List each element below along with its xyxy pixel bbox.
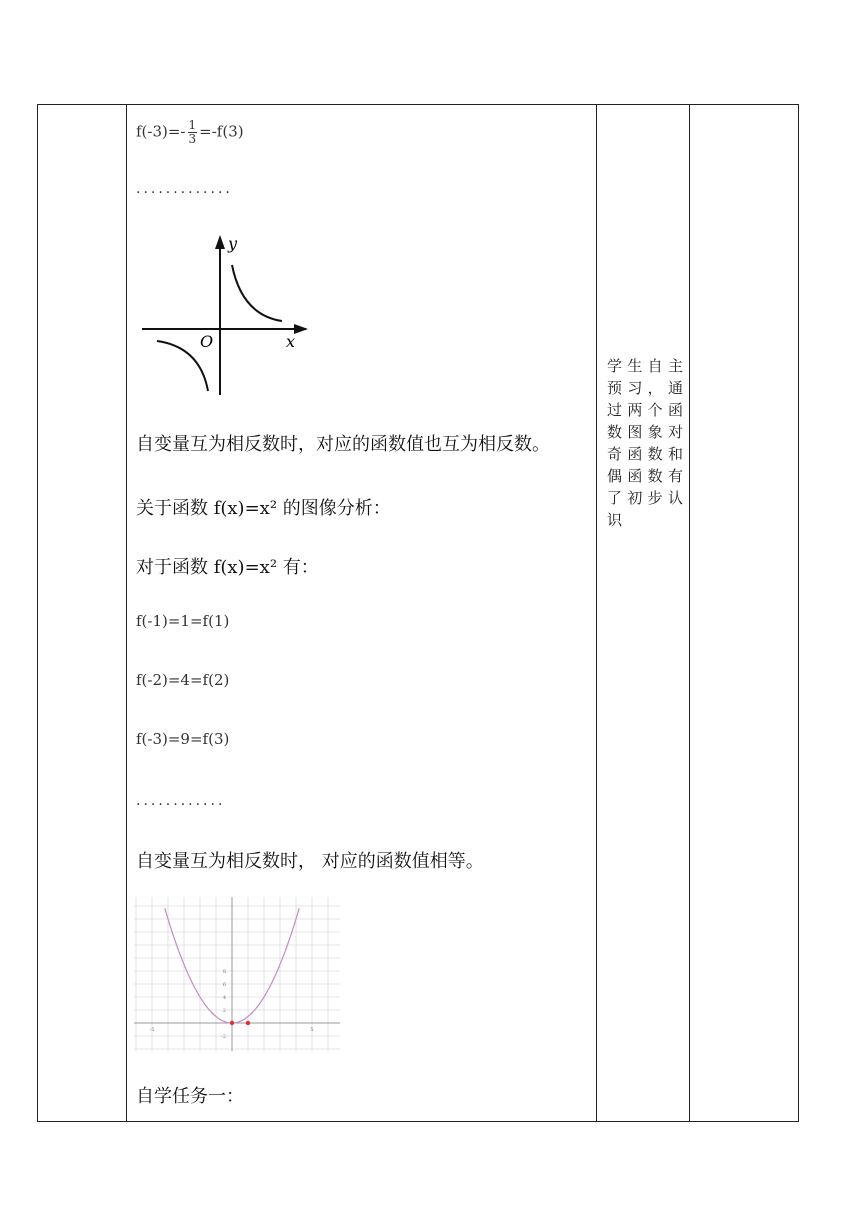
y-axis-arrow: [215, 235, 225, 249]
even-equation-3: f(-3)=9=f(3): [136, 730, 230, 748]
origin-label: O: [200, 332, 214, 351]
hyperbola-branch-q1: [232, 265, 282, 321]
x-tick-label: 5: [310, 1027, 314, 1033]
teaching-note: 学生自主预习，通过两个函数图象对奇函数和偶函数有了初步认识: [607, 357, 685, 529]
fraction-numerator: 1: [188, 118, 197, 132]
hyperbola-graph: [142, 233, 332, 399]
origin-point: [230, 1021, 234, 1025]
task-label: 自学任务一：: [136, 1086, 244, 1107]
y-tick-label: -2: [221, 1034, 226, 1040]
equation-rhs: =-f(3): [199, 122, 244, 141]
equation-lhs: f(-3)=-: [136, 122, 186, 141]
x-tick-label: -5: [149, 1027, 155, 1033]
ellipsis-dots: .............: [136, 181, 233, 197]
parabola-graph: [134, 897, 340, 1051]
x-axis-arrow: [294, 324, 308, 334]
odd-equation-3: [136, 119, 244, 146]
square-heading: 关于函数 f(x)=x² 的图像分析：: [136, 498, 391, 519]
column-divider: [689, 105, 690, 1121]
column-divider: [126, 105, 127, 1121]
fraction-denominator: 3: [188, 132, 197, 146]
lesson-table: [37, 104, 799, 1122]
graph-background: [134, 897, 340, 1051]
column-divider: [596, 105, 597, 1121]
even-equation-2: f(-2)=4=f(2): [136, 671, 230, 689]
y-tick-label: 4: [222, 995, 226, 1001]
x-axis-label: x: [286, 332, 296, 351]
even-equation-1: f(-1)=1=f(1): [136, 612, 230, 630]
content-cell: [128, 105, 596, 1121]
square-intro: 对于函数 f(x)=x² 有：: [136, 557, 319, 578]
y-tick-label: 8: [222, 969, 226, 975]
y-tick-label: 2: [222, 1008, 226, 1014]
odd-conclusion: 自变量互为相反数时，对应的函数值也互为相反数。: [136, 434, 550, 455]
fraction: [188, 119, 198, 146]
y-tick-label: 6: [222, 982, 226, 988]
y-axis-label: y: [228, 234, 238, 253]
ellipsis-dots: ............: [136, 793, 226, 809]
marked-point: [246, 1021, 250, 1025]
even-conclusion: 自变量互为相反数时， 对应的函数值相等。: [136, 851, 484, 872]
